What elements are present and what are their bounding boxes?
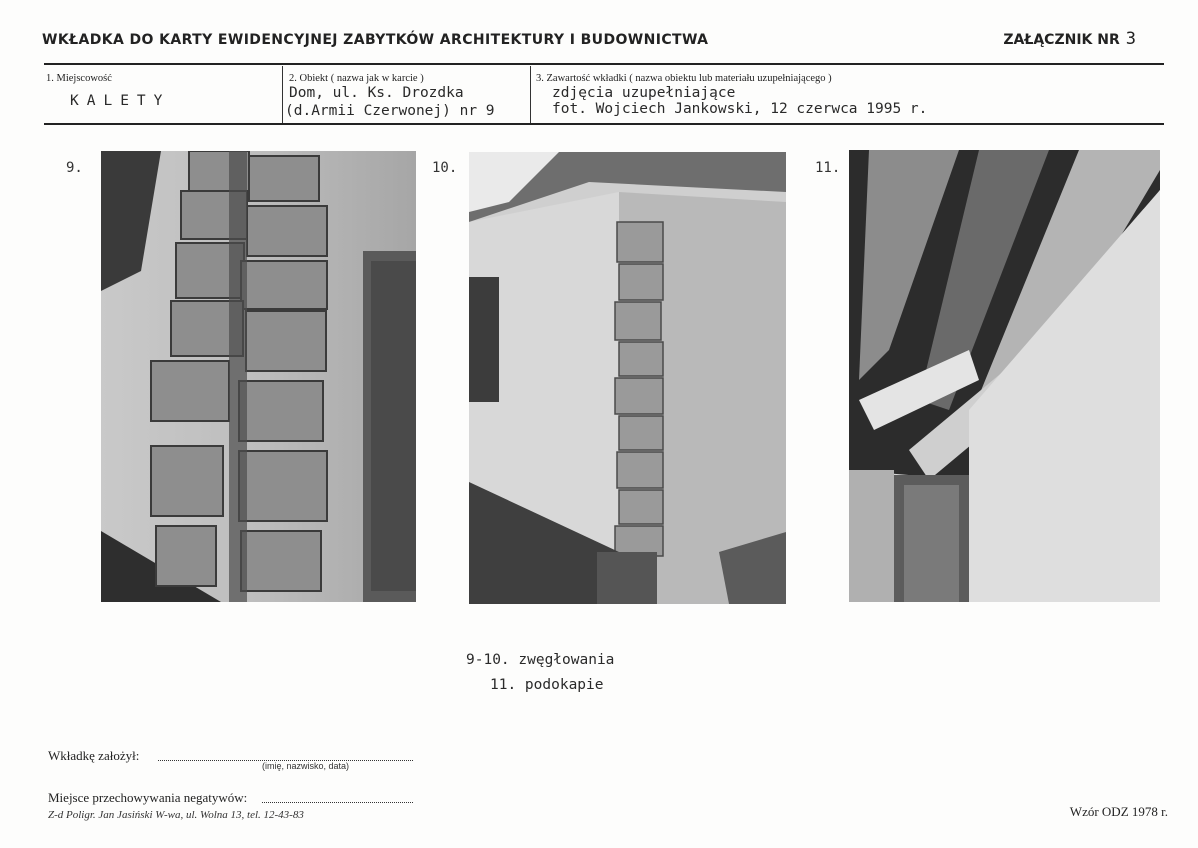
printer-imprint: Z-d Poligr. Jan Jasiński W-wa, ul. Wolna 13, tel. 12-43-83: [48, 809, 304, 821]
caption-line1: 9-10. zwęgłowania: [466, 652, 615, 668]
object-label: 2. Obiekt ( nazwa jak w karcie ): [289, 73, 424, 84]
photo-log-corner-image: [101, 151, 416, 602]
divider-top: [44, 63, 1164, 65]
contents-value-line1: zdjęcia uzupełniające: [552, 85, 736, 101]
contents-label: 3. Zawartość wkładki ( nazwa obiektu lub materiału uzupełniającego ): [536, 73, 832, 84]
caption-line2: 11. podokapie: [490, 677, 604, 693]
object-value-line2: (d.Armii Czerwonej) nr 9: [285, 103, 495, 119]
locality-value: KALETY: [70, 93, 171, 109]
photo-number: 10.: [432, 160, 458, 176]
photo-house-corner: [469, 152, 786, 604]
creator-note: (imię, nazwisko, data): [262, 761, 350, 771]
photo-eaves: [849, 150, 1160, 602]
attachment-value: 3: [1125, 29, 1136, 49]
photo-number: 11.: [815, 160, 841, 176]
field-separator: [282, 66, 283, 123]
contents-value-line2: fot. Wojciech Jankowski, 12 czerwca 1995 r.: [552, 101, 928, 117]
photo-house-corner-image: [469, 152, 786, 604]
photo-eaves-image: [849, 150, 1160, 602]
storage-dotted-line: [262, 802, 413, 803]
form-model: Wzór ODZ 1978 r.: [1069, 804, 1168, 819]
attachment-number: [1003, 29, 1136, 49]
field-separator: [530, 66, 531, 123]
object-value-line1: Dom, ul. Ks. Drozdka: [289, 85, 464, 101]
form-title: WKŁADKA DO KARTY EWIDENCYJNEJ ZABYTKÓW ARCHITEKTURY I BUDOWNICTWA: [42, 32, 709, 48]
photo-log-corner: [101, 151, 416, 602]
storage-label: Miejsce przechowywania negatywów:: [48, 790, 248, 805]
divider-bottom: [44, 123, 1164, 125]
locality-label: 1. Miejscowość: [46, 73, 112, 84]
creator-label: Wkładkę założył:: [48, 748, 140, 763]
attachment-label: ZAŁĄCZNIK NR: [1003, 32, 1120, 48]
photo-number: 9.: [66, 160, 83, 176]
